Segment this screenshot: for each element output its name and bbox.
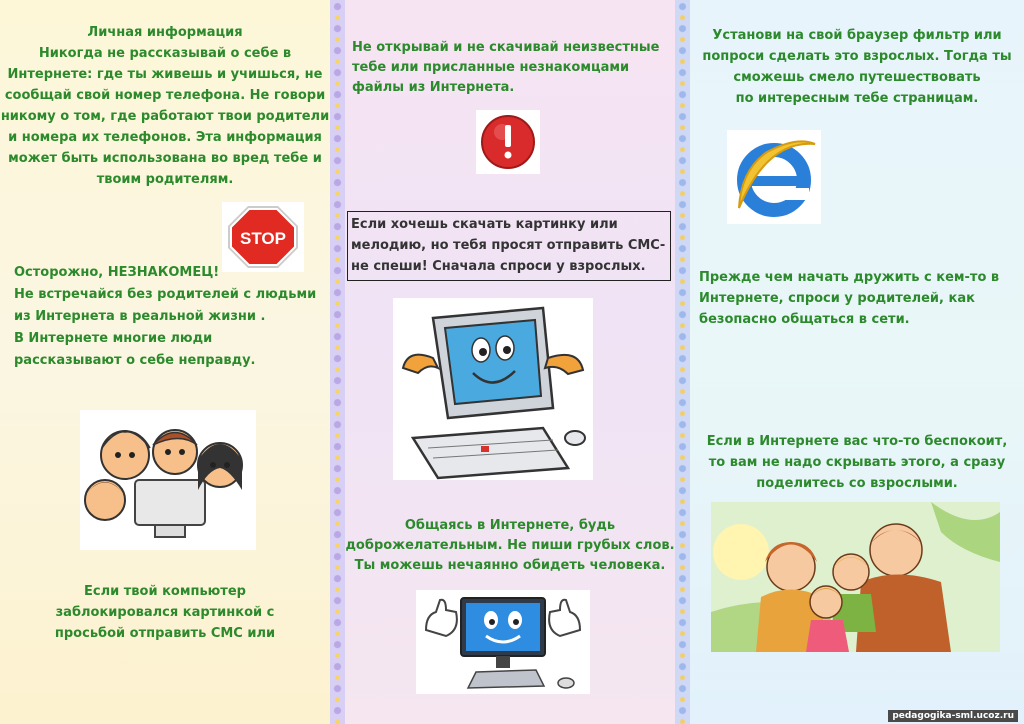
text-line: безопасно общаться в сети. — [699, 312, 910, 327]
text-line: Не открывай и не скачивай неизвестные — [352, 40, 660, 55]
text-line: доброжелательным. Не пиши грубых слов. — [345, 538, 675, 553]
text-line: просьбой отправить СМС или — [54, 626, 276, 641]
sms-warning-box — [347, 211, 671, 281]
text-line: сообщай свой номер телефона. Не говори — [4, 88, 326, 103]
text-line: файлы из Интернета. — [352, 80, 515, 95]
browser-logo-icon — [727, 130, 821, 224]
text-line: тебе или присланные незнакомцами — [352, 60, 630, 75]
text-line: может быть использована во вред тебе и — [8, 151, 322, 166]
text-line: Прежде чем начать дружить с кем-то в — [699, 270, 1000, 285]
kids-computer-image — [80, 410, 256, 550]
personal-info-block — [0, 22, 330, 190]
text-line: и номера их телефонов. Эта информация — [8, 130, 322, 145]
warning-icon — [476, 110, 540, 174]
blocked-computer-block — [0, 581, 330, 644]
thumbs-up-computer-image — [416, 590, 590, 694]
text-line: Интернете, спроси у родителей, как — [699, 291, 975, 306]
text-line: Если твой компьютер — [84, 584, 246, 599]
text-line: мелодию, но тебя просят отправить СМС- — [351, 238, 666, 253]
text-line: Если в Интернете вас что-то беспокоит, — [706, 434, 1008, 449]
text-line: Ты можешь нечаянно обидеть человека. — [354, 558, 666, 573]
unknown-files-block — [352, 38, 670, 98]
text-line: сможешь смело путешествовать — [733, 70, 981, 85]
be-polite-block — [345, 516, 675, 576]
text-line: Установи на свой браузер фильтр или — [712, 28, 1002, 43]
cartoon-computer-image — [393, 298, 593, 480]
browser-filter-block — [690, 25, 1024, 109]
text-line: Интернете: где ты живешь и учишься, не — [7, 67, 323, 82]
text-line: по интересным тебе страницам. — [735, 91, 979, 106]
text-line: рассказывают о себе неправду. — [14, 353, 256, 368]
text-line: поделитесь со взрослыми. — [756, 476, 958, 491]
text-line: Никогда не рассказывай о себе в — [38, 46, 292, 61]
text-line: Если хочешь скачать картинку или — [351, 217, 618, 232]
online-friends-block — [699, 267, 1019, 330]
text-line: заблокировался картинкой с — [55, 605, 275, 620]
text-line: из Интернета в реальной жизни . — [14, 309, 266, 324]
text-line: Осторожно, НЕЗНАКОМЕЦ! — [14, 265, 220, 280]
personal-info-title: Личная информация — [87, 25, 243, 40]
text-line: попроси сделать это взрослых. Тогда ты — [702, 49, 1012, 64]
text-line: не спеши! Сначала спроси у взрослых. — [351, 259, 646, 274]
text-line: В Интернете многие люди — [14, 331, 213, 346]
family-image — [711, 502, 1000, 652]
stop-sign-label: STOP — [240, 229, 286, 248]
text-line: Не встречайся без родителей с людьми — [14, 287, 317, 302]
text-line: никому о том, где работают твои родители — [0, 109, 330, 124]
text-line: Общаясь в Интернете, будь — [404, 518, 616, 533]
decorative-strip — [675, 0, 690, 724]
decorative-strip — [330, 0, 345, 724]
text-line: то вам не надо скрывать этого, а сразу — [708, 455, 1006, 470]
tell-adults-block — [690, 431, 1024, 494]
text-line: твоим родителям. — [96, 172, 234, 187]
footer-url: pedagogika-sml.ucoz.ru — [888, 710, 1018, 722]
stranger-block — [14, 262, 324, 372]
